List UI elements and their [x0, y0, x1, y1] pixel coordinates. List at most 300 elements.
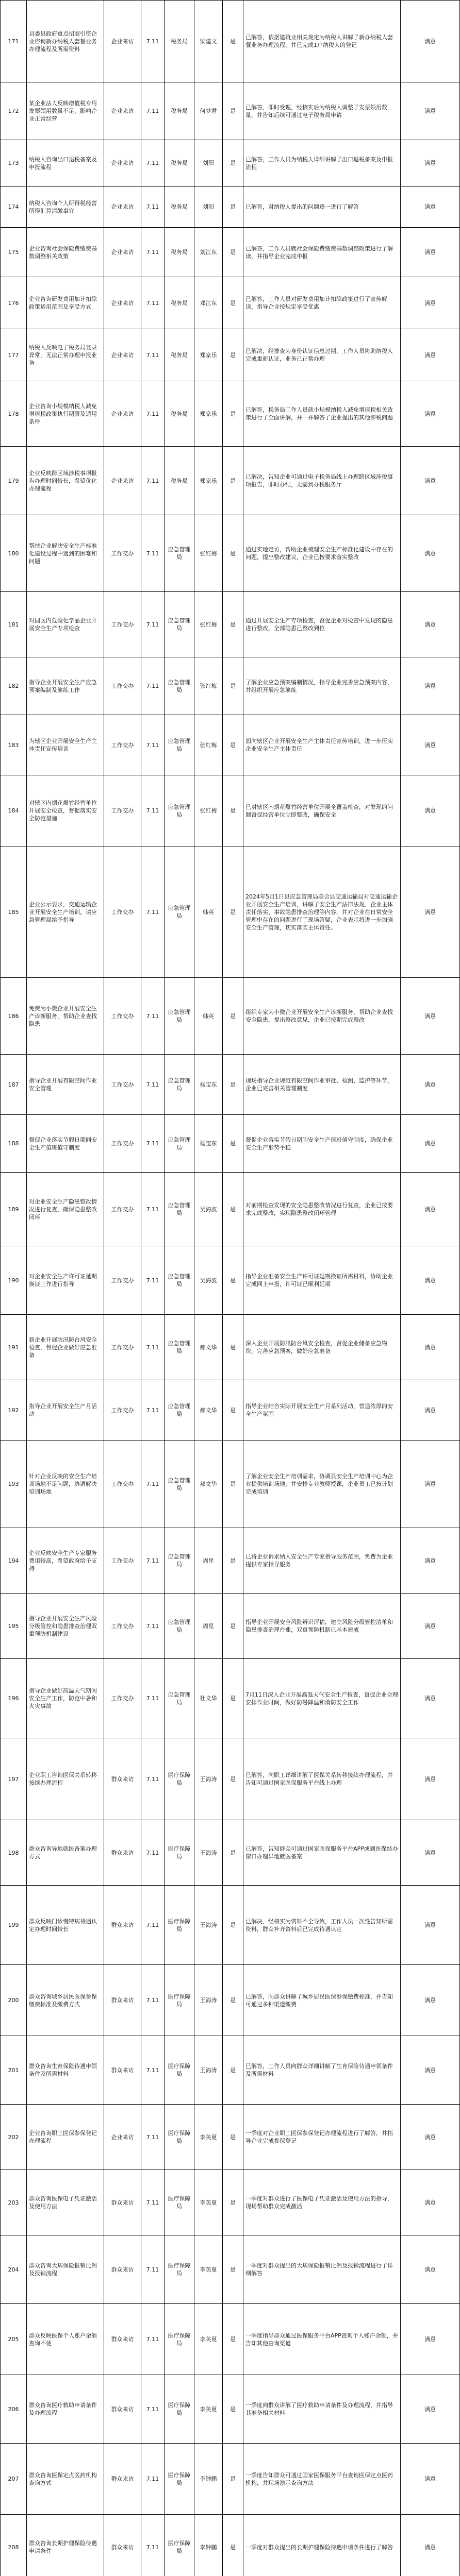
completed-flag-cell: [223, 657, 243, 715]
handling-result-cell: [243, 228, 401, 277]
row-number-cell: [0, 978, 27, 1055]
completed-flag: 是: [230, 1922, 236, 1928]
responsible-unit-cell: [165, 1, 194, 82]
contact-person-cell: [194, 2105, 223, 2170]
satisfaction-rating: 满意: [424, 249, 436, 256]
request-source: 企业来访: [111, 351, 134, 359]
satisfaction-rating-cell: [401, 1659, 460, 1738]
satisfaction-rating: 满意: [424, 1775, 436, 1783]
completed-flag: 是: [230, 1997, 236, 2004]
receive-date-cell: [141, 657, 165, 715]
table-row: [0, 187, 460, 228]
contact-person: 郑家乐: [200, 410, 217, 417]
row-number: 200: [8, 1997, 19, 2004]
satisfaction-rating: 满意: [424, 2405, 436, 2413]
contact-person: 李美夏: [200, 2133, 217, 2141]
satisfaction-rating: 满意: [424, 299, 436, 307]
contact-person-cell: [194, 2235, 223, 2304]
request-content-cell: [27, 447, 104, 515]
contact-person: 王海涛: [200, 2066, 217, 2074]
responsible-unit-cell: [165, 187, 194, 228]
responsible-unit-cell: [165, 2235, 194, 2304]
request-source: 工作交办: [111, 550, 134, 557]
request-content: 指导企业开展安全生产风险分级管控和隐患排查治理双重预防机制建设: [29, 1615, 97, 1637]
completed-flag: 是: [230, 204, 236, 210]
completed-flag-cell: [223, 715, 243, 775]
request-content-cell: [27, 187, 104, 228]
completed-flag: 是: [230, 351, 236, 359]
contact-person-cell: [194, 2304, 223, 2375]
request-source: 企业来访: [111, 477, 134, 484]
request-content: 群众咨询大病保险报销比例及报销流程: [29, 2262, 97, 2277]
receive-date: 7.11: [146, 1206, 159, 1213]
completed-flag: 是: [230, 1622, 236, 1630]
request-content-cell: [27, 2036, 104, 2105]
responsible-unit: 医疗保障局: [168, 1772, 191, 1786]
satisfaction-rating: 满意: [424, 1557, 436, 1564]
completed-flag: 是: [230, 2336, 236, 2343]
satisfaction-rating: 满意: [424, 1081, 436, 1088]
request-content: 群众咨询医保电子凭证激活及使用方法: [29, 2195, 97, 2210]
responsible-unit-cell: [165, 1528, 194, 1594]
receive-date: 7.11: [146, 38, 159, 45]
satisfaction-rating-cell: [401, 715, 460, 775]
contact-person-cell: [194, 1115, 223, 1173]
completed-flag-cell: [223, 447, 243, 515]
receive-date-cell: [141, 1594, 165, 1659]
satisfaction-rating: 满意: [424, 1206, 436, 1213]
table-row: [0, 657, 460, 715]
completed-flag-cell: [223, 381, 243, 447]
handling-result: 现场指导企业规范有限空间作业审批、检测、监护等环节，企业已完善相关管理制度: [245, 1077, 393, 1092]
receive-date-cell: [141, 277, 165, 329]
receive-date-cell: [141, 2304, 165, 2375]
request-content: 帮扶企业解决安全生产标准化建设过程中遇到的困难和问题: [29, 542, 97, 565]
satisfaction-rating-cell: [401, 1055, 460, 1115]
row-number-cell: [0, 1380, 27, 1440]
handling-result: 指导企业结合实际开展安全生产月系列活动，营造浓厚的安全生产氛围: [245, 1403, 393, 1417]
contact-person: 王海涛: [200, 1922, 217, 1928]
request-source-cell: [104, 228, 141, 277]
request-content-cell: [27, 329, 104, 381]
completed-flag: 是: [230, 108, 236, 114]
request-content: 指导企业做好高温天气期间安全生产工作，防范中暑和火灾事故: [29, 1687, 97, 1709]
contact-person: 杨宝东: [200, 1140, 217, 1147]
contact-person: 李钟鹏: [200, 2544, 217, 2551]
completed-flag: 是: [230, 741, 236, 749]
table-row: [0, 1820, 460, 1886]
request-source-cell: [104, 82, 141, 140]
handling-result-cell: [243, 2444, 401, 2515]
contact-person-cell: [194, 140, 223, 187]
receive-date: 7.11: [146, 2476, 159, 2482]
responsible-unit-cell: [165, 2105, 194, 2170]
responsible-unit: 医疗保障局: [168, 2471, 191, 2486]
handling-result-cell: [243, 1, 401, 82]
handling-result-cell: [243, 2036, 401, 2105]
request-source: 企业来访: [111, 204, 134, 210]
request-source-cell: [104, 1173, 141, 1246]
contact-person: 郝文华: [200, 1406, 217, 1414]
receive-date: 7.11: [146, 477, 159, 484]
contact-person-cell: [194, 2515, 223, 2576]
table-row: [0, 2375, 460, 2444]
contact-person-cell: [194, 447, 223, 515]
satisfaction-rating: 满意: [424, 160, 436, 166]
responsible-unit-cell: [165, 1738, 194, 1820]
handling-result: 已解答，对纳税人提出的问题逐一进行了解答: [245, 204, 359, 210]
handling-result: 已解决，经排查为身份认证信息过期，工作人员协助纳税人完成重新认证，业务已正常办理: [245, 348, 393, 362]
request-content-cell: [27, 1594, 104, 1659]
satisfaction-rating-cell: [401, 775, 460, 846]
table-row: [0, 846, 460, 978]
request-content: 指导企业开展安全生产应急预案编制及演练工作: [29, 679, 97, 693]
handling-result: 已解答，工作人员为纳税人详细讲解了出口退税备案及申报流程: [245, 156, 393, 171]
contact-person: 周星: [203, 1622, 214, 1630]
request-content: 对企业安全生产隐患整改情况进行复查，确保隐患整改闭环: [29, 1198, 97, 1221]
request-source: 群众来访: [111, 2476, 134, 2482]
row-number: 182: [8, 683, 19, 689]
handling-result-cell: [243, 2375, 401, 2444]
contact-person-cell: [194, 1440, 223, 1528]
completed-flag: 是: [230, 550, 236, 557]
request-content-cell: [27, 1440, 104, 1528]
receive-date: 7.11: [146, 1481, 159, 1487]
handling-result-cell: [243, 2235, 401, 2304]
contact-person-cell: [194, 846, 223, 978]
row-number-cell: [0, 715, 27, 775]
responsible-unit: 医疗保障局: [168, 2130, 191, 2144]
responsible-unit-cell: [165, 1055, 194, 1115]
responsible-unit-cell: [165, 592, 194, 657]
satisfaction-rating: 满意: [424, 2133, 436, 2141]
responsible-unit-cell: [165, 1173, 194, 1246]
handling-result: 指导企业开展安全风险辨识评估，建立风险分级管控清单和隐患排查治理台账，双重预防机制已基本建成: [245, 1619, 393, 1633]
request-source: 群众来访: [111, 1849, 134, 1856]
contact-person-cell: [194, 515, 223, 592]
completed-flag-cell: [223, 1380, 243, 1440]
request-source: 工作交办: [111, 1481, 134, 1487]
request-source-cell: [104, 515, 141, 592]
responsible-unit: 医疗保障局: [168, 2332, 191, 2347]
satisfaction-rating: 满意: [424, 204, 436, 210]
handling-result: 已解答，工作人员向群众详细讲解了生育保险待遇申领条件及所需材料: [245, 2063, 393, 2077]
handling-result: 2024年5月1日县应急管理局联合县交通运输局对交通运输企业开展安全生产培训，讲解了安全生产法律法规、企业主体责任落实、事故隐患排查治理等内容，并对企业在日常安全管理中存在的问题进行了现场答疑，企业表示将进一步加强安全生产管理，切实落实主体责任。: [245, 893, 398, 931]
responsible-unit: 应急管理局: [168, 1340, 191, 1354]
request-content: 县委县政府重点招商引资企业咨询新办纳税人套餐业务办理流程及所需资料: [29, 30, 97, 53]
table-row: [0, 1528, 460, 1594]
request-source: 工作交办: [111, 1012, 134, 1020]
handling-result: 一季度对企业职工医保参保登记办理流程进行了解答，并指导企业完成参保登记: [245, 2130, 393, 2144]
handling-result-cell: [243, 846, 401, 978]
completed-flag-cell: [223, 2375, 243, 2444]
contact-person: 杜文华: [200, 1695, 217, 1702]
satisfaction-rating-cell: [401, 592, 460, 657]
table-row: [0, 1440, 460, 1528]
completed-flag: 是: [230, 160, 236, 166]
request-source-cell: [104, 1738, 141, 1820]
handling-result-cell: [243, 447, 401, 515]
row-number: 190: [8, 1277, 19, 1284]
request-source-cell: [104, 1380, 141, 1440]
satisfaction-rating: 满意: [424, 38, 436, 45]
request-content: 群众咨询医保定点医药机构查询方式: [29, 2471, 97, 2486]
completed-flag-cell: [223, 2515, 243, 2576]
row-number: 206: [8, 2405, 19, 2413]
satisfaction-rating: 满意: [424, 477, 436, 484]
request-content: 到企业开展防汛防台风安全检查，督促企业做好应急准备: [29, 1336, 97, 1359]
request-content: 指导企业开展安全生产月活动: [29, 1403, 97, 1417]
contact-person-cell: [194, 1380, 223, 1440]
handling-result: 已将企业诉求纳入安全生产专家指导服务范围，免费为企业提供专家指导服务: [245, 1553, 393, 1568]
request-content-cell: [27, 657, 104, 715]
request-content-cell: [27, 846, 104, 978]
receive-date: 7.11: [146, 1406, 159, 1414]
row-number: 186: [8, 1012, 19, 1020]
receive-date: 7.11: [146, 1849, 159, 1856]
handling-result: 已解决，告知企业可通过电子税务局线上办理跨区域涉税事项报告，即时办结，无需到办税服务厅: [245, 473, 393, 488]
request-source-cell: [104, 1055, 141, 1115]
handling-result-cell: [243, 1594, 401, 1659]
contact-person-cell: [194, 2036, 223, 2105]
row-number: 188: [8, 1140, 19, 1147]
request-source-cell: [104, 2036, 141, 2105]
receive-date-cell: [141, 978, 165, 1055]
row-number-cell: [0, 2235, 27, 2304]
satisfaction-rating-cell: [401, 82, 460, 140]
table-row: [0, 1965, 460, 2036]
handling-result: 组织专家为小微企业开展安全生产诊断服务，帮助企业查找安全隐患，提出整改意见，企业已按期完成整改: [245, 1009, 393, 1023]
responsible-unit: 医疗保障局: [168, 1993, 191, 2008]
request-source-cell: [104, 447, 141, 515]
request-source-cell: [104, 381, 141, 447]
row-number: 183: [8, 741, 19, 749]
satisfaction-rating-cell: [401, 329, 460, 381]
receive-date: 7.11: [146, 1922, 159, 1928]
row-number: 197: [8, 1775, 19, 1783]
handling-result-cell: [243, 1738, 401, 1820]
responsible-unit-cell: [165, 2036, 194, 2105]
completed-flag: 是: [230, 2476, 236, 2482]
row-number-cell: [0, 2515, 27, 2576]
satisfaction-rating-cell: [401, 657, 460, 715]
handling-result-cell: [243, 1055, 401, 1115]
row-number: 180: [8, 550, 19, 557]
satisfaction-rating: 满意: [424, 1012, 436, 1020]
satisfaction-rating: 满意: [424, 1695, 436, 1702]
completed-flag-cell: [223, 1594, 243, 1659]
receive-date: 7.11: [146, 2066, 159, 2074]
completed-flag-cell: [223, 1965, 243, 2036]
request-source: 工作交办: [111, 741, 134, 749]
satisfaction-rating-cell: [401, 2235, 460, 2304]
request-source-cell: [104, 2444, 141, 2515]
request-content: 群众咨询生育保险待遇申领条件及所需材料: [29, 2063, 97, 2077]
row-number-cell: [0, 329, 27, 381]
row-number: 199: [8, 1922, 19, 1928]
contact-person-cell: [194, 657, 223, 715]
satisfaction-rating: 满意: [424, 1344, 436, 1351]
request-source: 工作交办: [111, 807, 134, 814]
satisfaction-rating: 满意: [424, 2266, 436, 2273]
satisfaction-rating-cell: [401, 1115, 460, 1173]
completed-flag: 是: [230, 1081, 236, 1088]
request-content-cell: [27, 140, 104, 187]
completed-flag: 是: [230, 1140, 236, 1147]
contact-person-cell: [194, 329, 223, 381]
request-source-cell: [104, 1659, 141, 1738]
request-source-cell: [104, 1886, 141, 1965]
table-row: [0, 1380, 460, 1440]
request-content: 对园区内危险化学品企业开展安全生产专项检查: [29, 617, 97, 632]
contact-person-cell: [194, 277, 223, 329]
table-row: [0, 2036, 460, 2105]
receive-date: 7.11: [146, 160, 159, 166]
receive-date: 7.11: [146, 1695, 159, 1702]
request-source: 工作交办: [111, 1344, 134, 1351]
satisfaction-rating: 满意: [424, 908, 436, 916]
completed-flag-cell: [223, 2036, 243, 2105]
completed-flag: 是: [230, 1695, 236, 1702]
row-number: 198: [8, 1849, 19, 1856]
receive-date: 7.11: [146, 550, 159, 557]
receive-date-cell: [141, 1440, 165, 1528]
handling-result-cell: [243, 1173, 401, 1246]
responsible-unit: 税务局: [171, 249, 188, 256]
handling-result-cell: [243, 187, 401, 228]
request-content: 企业反映安全生产专家服务费用较高，希望政府给予支持: [29, 1549, 97, 1572]
table-row: [0, 1246, 460, 1315]
contact-person-cell: [194, 1594, 223, 1659]
completed-flag-cell: [223, 187, 243, 228]
table-row: [0, 1, 460, 82]
responsible-unit: 医疗保障局: [168, 2402, 191, 2416]
request-content: 企业咨询小规模纳税人减免增值税政策执行期限及适用条件: [29, 402, 97, 425]
request-content: 企业反映跨区域涉税事项报告办理时间较长，希望优化办理流程: [29, 469, 97, 492]
table-row: [0, 1055, 460, 1115]
handling-result: 面向辖区企业开展安全生产主体责任宣传培训，进一步压实企业安全生产主体责任: [245, 738, 393, 752]
completed-flag: 是: [230, 1557, 236, 1564]
request-source-cell: [104, 657, 141, 715]
receive-date-cell: [141, 1886, 165, 1965]
row-number-cell: [0, 846, 27, 978]
request-content-cell: [27, 1965, 104, 2036]
row-number-cell: [0, 1440, 27, 1528]
responsible-unit: 税务局: [171, 204, 188, 210]
completed-flag-cell: [223, 2444, 243, 2515]
contact-person: 郑家乐: [200, 351, 217, 359]
request-content-cell: [27, 2170, 104, 2235]
responsible-unit-cell: [165, 775, 194, 846]
completed-flag: 是: [230, 1775, 236, 1783]
satisfaction-rating-cell: [401, 381, 460, 447]
request-source-cell: [104, 187, 141, 228]
row-number-cell: [0, 228, 27, 277]
row-number-cell: [0, 1594, 27, 1659]
receive-date-cell: [141, 381, 165, 447]
responsible-unit: 应急管理局: [168, 1691, 191, 1706]
satisfaction-rating-cell: [401, 187, 460, 228]
satisfaction-rating-cell: [401, 1246, 460, 1315]
handling-result: 已解答，税务局工作人员就小规模纳税人减免增值税相关政策进行了全面讲解，并一并解答了企业提出的其他涉税问题: [245, 406, 393, 421]
request-source: 工作交办: [111, 1140, 134, 1147]
receive-date-cell: [141, 2375, 165, 2444]
row-number-cell: [0, 1886, 27, 1965]
completed-flag-cell: [223, 1, 243, 82]
contact-person-cell: [194, 978, 223, 1055]
handling-result: 督促企业落实节假日期间安全生产值班值守制度，确保企业安全生产形势平稳: [245, 1136, 393, 1151]
request-source-cell: [104, 978, 141, 1055]
table-row: [0, 2235, 460, 2304]
receive-date-cell: [141, 515, 165, 592]
responsible-unit-cell: [165, 515, 194, 592]
row-number: 191: [8, 1344, 19, 1351]
handling-result: 一季度指导群众通过医保服务平台APP查询个人账户余额，并告知其他查询渠道: [245, 2332, 398, 2347]
request-content-cell: [27, 1, 104, 82]
completed-flag: 是: [230, 1406, 236, 1414]
row-number-cell: [0, 2444, 27, 2515]
row-number-cell: [0, 657, 27, 715]
receive-date: 7.11: [146, 621, 159, 628]
request-source-cell: [104, 1246, 141, 1315]
contact-person-cell: [194, 1738, 223, 1820]
table-row: [0, 1173, 460, 1246]
row-number-cell: [0, 592, 27, 657]
request-source: 企业来访: [111, 160, 134, 166]
contact-person-cell: [194, 775, 223, 846]
receive-date: 7.11: [146, 2336, 159, 2343]
completed-flag-cell: [223, 1820, 243, 1886]
completed-flag: 是: [230, 1277, 236, 1284]
handling-result: 已解答，工作人员对研发费用加计扣除政策进行了宣传解读，指导企业按规定享受优惠: [245, 296, 387, 310]
receive-date-cell: [141, 846, 165, 978]
contact-person: 李美夏: [200, 2336, 217, 2343]
handling-result-cell: [243, 1820, 401, 1886]
contact-person: 王海涛: [200, 1849, 217, 1856]
completed-flag-cell: [223, 1173, 243, 1246]
satisfaction-rating: 满意: [424, 1922, 436, 1928]
completed-flag: 是: [230, 2544, 236, 2551]
row-number-cell: [0, 1115, 27, 1173]
contact-person: 韩英: [203, 908, 214, 916]
satisfaction-rating: 满意: [424, 2066, 436, 2074]
handling-result: 了解企业安全生产培训需求，协调县安全生产培训中心为企业提供培训场地，并安排专业教师授课，企业员工已按计划完成培训: [245, 1473, 393, 1495]
satisfaction-rating: 满意: [424, 2544, 436, 2551]
responsible-unit: 应急管理局: [168, 1553, 191, 1568]
request-content: 对企业安全生产许可证延期换证工作进行指导: [29, 1273, 97, 1287]
receive-date: 7.11: [146, 108, 159, 114]
request-content-cell: [27, 1528, 104, 1594]
row-number-cell: [0, 1315, 27, 1380]
receive-date: 7.11: [146, 1557, 159, 1564]
contact-person: 李美夏: [200, 2405, 217, 2413]
receive-date-cell: [141, 447, 165, 515]
contact-person: 刘阳: [203, 160, 214, 166]
satisfaction-rating: 满意: [424, 550, 436, 557]
completed-flag: 是: [230, 2266, 236, 2273]
receive-date-cell: [141, 2105, 165, 2170]
request-source: 群众来访: [111, 2266, 134, 2273]
row-number-cell: [0, 515, 27, 592]
request-source-cell: [104, 1115, 141, 1173]
contact-person-cell: [194, 2170, 223, 2235]
row-number: 208: [8, 2544, 19, 2551]
completed-flag-cell: [223, 1738, 243, 1820]
satisfaction-rating-cell: [401, 2170, 460, 2235]
completed-flag: 是: [230, 2199, 236, 2206]
contact-person-cell: [194, 187, 223, 228]
completed-flag-cell: [223, 1055, 243, 1115]
